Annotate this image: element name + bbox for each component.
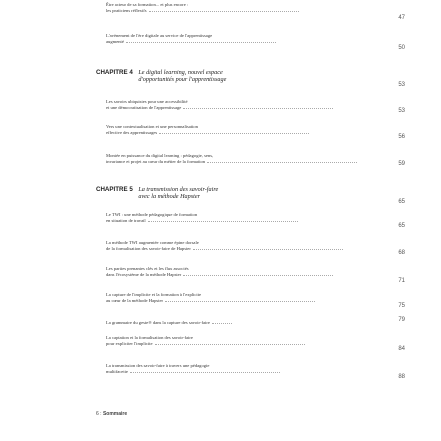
page-number: 79 (398, 317, 405, 323)
toc-entry (106, 153, 396, 165)
page-number: 53 (398, 108, 405, 114)
footer-label: Sommaire (102, 411, 128, 417)
entry-line-1: Être acteur de sa formation... et plus encore : (106, 2, 189, 7)
chapter-title-line-2: d'opportunités pour l'apprentissage (138, 76, 227, 83)
entry-line-2: effective des apprentissages (106, 130, 158, 136)
entry-line-1: La capture de l'implicite et la formation à l'explicite (106, 292, 202, 297)
toc-entry (106, 363, 396, 375)
page-number: 47 (398, 15, 405, 21)
toc-entry (106, 240, 396, 252)
chapter-label: CHAPITRE 5 (96, 186, 133, 193)
toc-entry (106, 2, 396, 14)
chapter-title-line-1: Le digital learning, nouvel espace (138, 69, 223, 76)
entry-line-2: pour expliciter l'implicite (106, 341, 153, 347)
toc-entry (106, 33, 396, 45)
entry-line-2: en situation de travail (106, 218, 146, 224)
entry-line-1: La transmission des savoir-faire à travers une pédagogie (106, 363, 210, 368)
toc-entry (106, 99, 396, 111)
page-number: 59 (398, 161, 405, 167)
chapter-title-line-2: avec la méthode Hapster (138, 193, 201, 200)
page-number: 68 (398, 250, 405, 256)
page-number: 56 (398, 134, 405, 140)
entry-line-1: La grammaire du geste® dans la capture des savoir-faire (106, 320, 210, 325)
toc-entry (106, 320, 396, 326)
toc-entry (106, 266, 396, 278)
entry-line-1: Montée en puissance du digital learning : pédagogie, sens, (106, 153, 214, 158)
entry-line-2: invariance et projet au cœur du métier de la formation (106, 159, 206, 165)
entry-line-1: Les savoirs ubiquistes pour une accessibilité (106, 99, 188, 104)
toc-entry (106, 292, 396, 304)
chapter-heading (96, 69, 396, 83)
page-number: 84 (398, 346, 405, 352)
page-number: 53 (398, 82, 405, 88)
page-footer (96, 411, 127, 417)
chapter-title-line-1: La transmission des savoir-faire (138, 186, 219, 193)
page-number: 88 (398, 374, 405, 380)
entry-line-2: au cœur de la méthode Hapster (106, 298, 164, 304)
entry-line-2: multifacette (106, 369, 128, 375)
entry-line-2: dans l'écosystème de la méthode Hapster (106, 272, 182, 278)
entry-line-1: L'avènement de l'ère digitale au service de l'apprentissage (106, 33, 213, 38)
entry-line-2: les praticiens réflexifs (106, 8, 147, 14)
entry-line-2: de la formalisation des savoir-faire de Hapster (106, 246, 191, 252)
page-number: 50 (398, 45, 405, 51)
entry-line-1: Vers une contextualisation et une personnalisation (106, 124, 198, 129)
toc-entry (106, 124, 396, 136)
page-number: 75 (398, 303, 405, 309)
entry-line-1: La méthode TWI augmentée comme épine dorsale (106, 240, 199, 245)
entry-line-2: et une démocratisation de l'apprentissage (106, 105, 182, 111)
entry-line-1: Les parties prenantes clés et les flux associés (106, 266, 189, 271)
entry-line-1: La captation et la formalisation des savoir-faire (106, 335, 193, 340)
page-number: 71 (398, 278, 405, 284)
chapter-heading (96, 186, 396, 200)
chapter-label: CHAPITRE 4 (96, 69, 133, 76)
page-number: 65 (398, 223, 405, 229)
entry-line-2: augmenté (106, 39, 124, 45)
footer-page-number: 6 : (96, 411, 102, 417)
toc-entry (106, 212, 396, 224)
entry-line-1: Le TWI : une méthode pédagogique de formation (106, 212, 198, 217)
page-number: 65 (398, 199, 405, 205)
toc-entry (106, 335, 396, 347)
